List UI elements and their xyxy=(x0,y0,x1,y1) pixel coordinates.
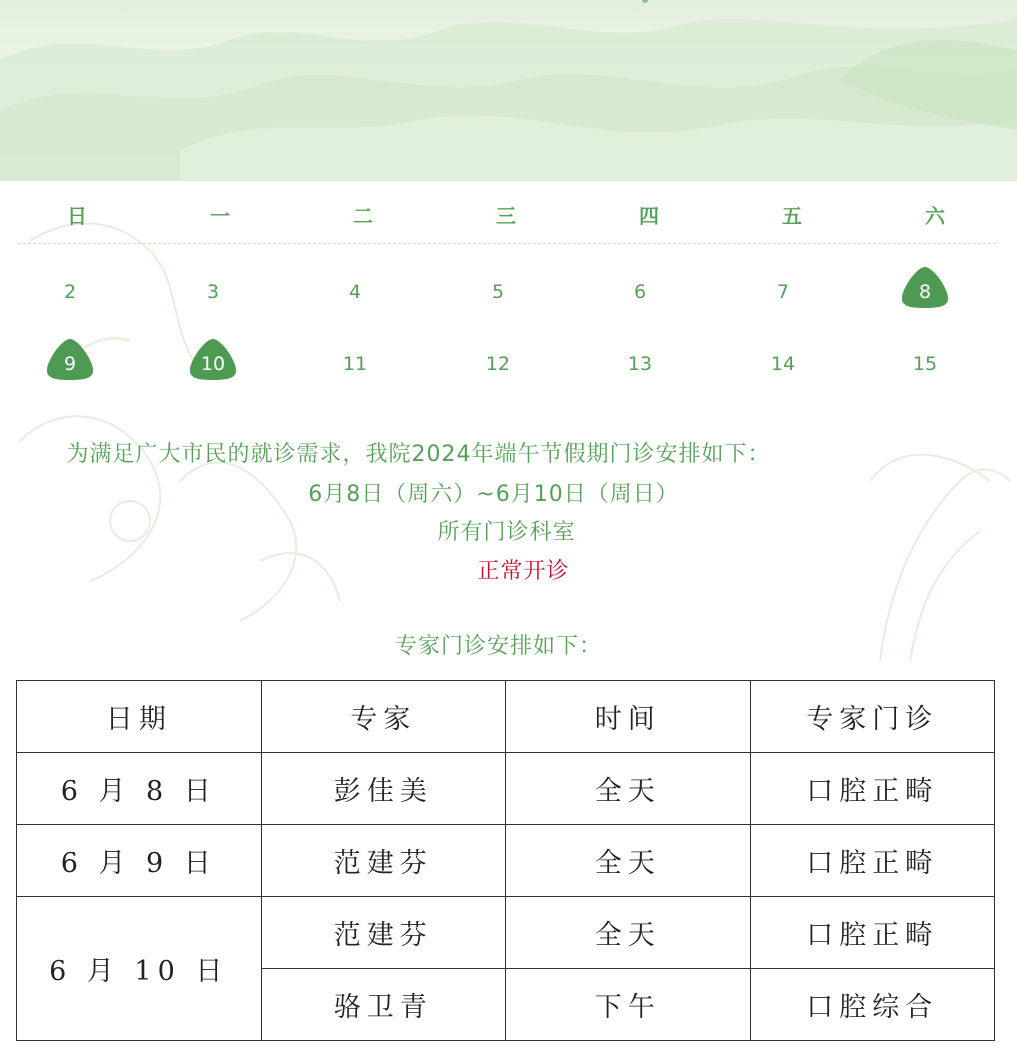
dragon-decoration-icon xyxy=(0,181,1017,663)
row-expert: 骆卫青 xyxy=(261,969,506,1041)
calendar-day-cell xyxy=(895,349,955,379)
row-time: 下午 xyxy=(506,969,751,1041)
day-number: 12 xyxy=(485,353,511,375)
day-number: 5 xyxy=(491,281,505,303)
day-number: 15 xyxy=(912,353,938,375)
weekday-sun: 日 xyxy=(67,204,87,228)
header-time: 时间 xyxy=(506,681,751,753)
calendar-day-cell xyxy=(183,277,243,307)
day-number: 3 xyxy=(206,281,220,303)
row-date: 6 月 9 日 xyxy=(17,825,262,897)
calendar-day-cell xyxy=(325,349,385,379)
header-banner xyxy=(0,0,1017,181)
weekday-thu: 四 xyxy=(639,204,659,228)
calendar-day-cell xyxy=(610,277,670,307)
table-row xyxy=(17,753,995,825)
header-expert: 专家 xyxy=(261,681,506,753)
day-number: 2 xyxy=(63,281,77,303)
day-number: 11 xyxy=(342,353,368,375)
notice-intro: 为满足广大市民的就诊需求，我院2024年端午节假期门诊安排如下： xyxy=(66,442,771,467)
row-expert: 彭佳美 xyxy=(261,753,506,825)
calendar-day-cell xyxy=(40,277,100,307)
header-date: 日期 xyxy=(17,681,262,753)
weekday-header xyxy=(0,200,1017,230)
mountain-illustration xyxy=(0,0,1017,180)
calendar-divider xyxy=(18,243,996,244)
day-number: 4 xyxy=(348,281,362,303)
calendar-day-cell xyxy=(753,277,813,307)
notice-dates: 6月8日（周六）~6月10日（周日） xyxy=(308,482,679,507)
day-number: 8 xyxy=(918,281,932,303)
expert-schedule-table xyxy=(16,680,995,1041)
row-time: 全天 xyxy=(506,825,751,897)
calendar-day-cell xyxy=(468,349,528,379)
header-clinic: 专家门诊 xyxy=(750,681,995,753)
weekday-mon: 一 xyxy=(210,204,230,228)
row-clinic: 口腔正畸 xyxy=(750,897,995,969)
row-date: 6 月 10 日 xyxy=(17,897,262,1041)
weekday-wed: 三 xyxy=(496,204,516,228)
row-clinic: 口腔综合 xyxy=(750,969,995,1041)
day-number: 13 xyxy=(627,353,653,375)
calendar-day-cell xyxy=(468,277,528,307)
row-expert: 范建芬 xyxy=(261,825,506,897)
calendar-day-cell xyxy=(610,349,670,379)
row-expert: 范建芬 xyxy=(261,897,506,969)
day-number: 14 xyxy=(770,353,796,375)
calendar-day-cell xyxy=(753,349,813,379)
row-clinic: 口腔正畸 xyxy=(750,753,995,825)
row-date: 6 月 8 日 xyxy=(17,753,262,825)
holiday-day-cell xyxy=(40,349,100,379)
row-clinic: 口腔正畸 xyxy=(750,825,995,897)
table-row xyxy=(17,897,995,969)
day-number: 6 xyxy=(633,281,647,303)
weekday-fri: 五 xyxy=(782,204,802,228)
table-header-row xyxy=(17,681,995,753)
holiday-day-cell xyxy=(895,277,955,307)
notice-status: 正常开诊 xyxy=(477,559,570,584)
day-number: 7 xyxy=(776,281,790,303)
calendar-section xyxy=(0,181,1017,663)
calendar-day-cell xyxy=(325,277,385,307)
weekday-tue: 二 xyxy=(353,204,373,228)
expert-heading: 专家门诊安排如下： xyxy=(394,634,602,659)
row-time: 全天 xyxy=(506,753,751,825)
day-number: 10 xyxy=(200,353,226,375)
notice-departments: 所有门诊科室 xyxy=(437,520,576,545)
holiday-day-cell xyxy=(183,349,243,379)
day-number: 9 xyxy=(63,353,77,375)
weekday-sat: 六 xyxy=(925,204,945,228)
table-row xyxy=(17,825,995,897)
row-time: 全天 xyxy=(506,897,751,969)
